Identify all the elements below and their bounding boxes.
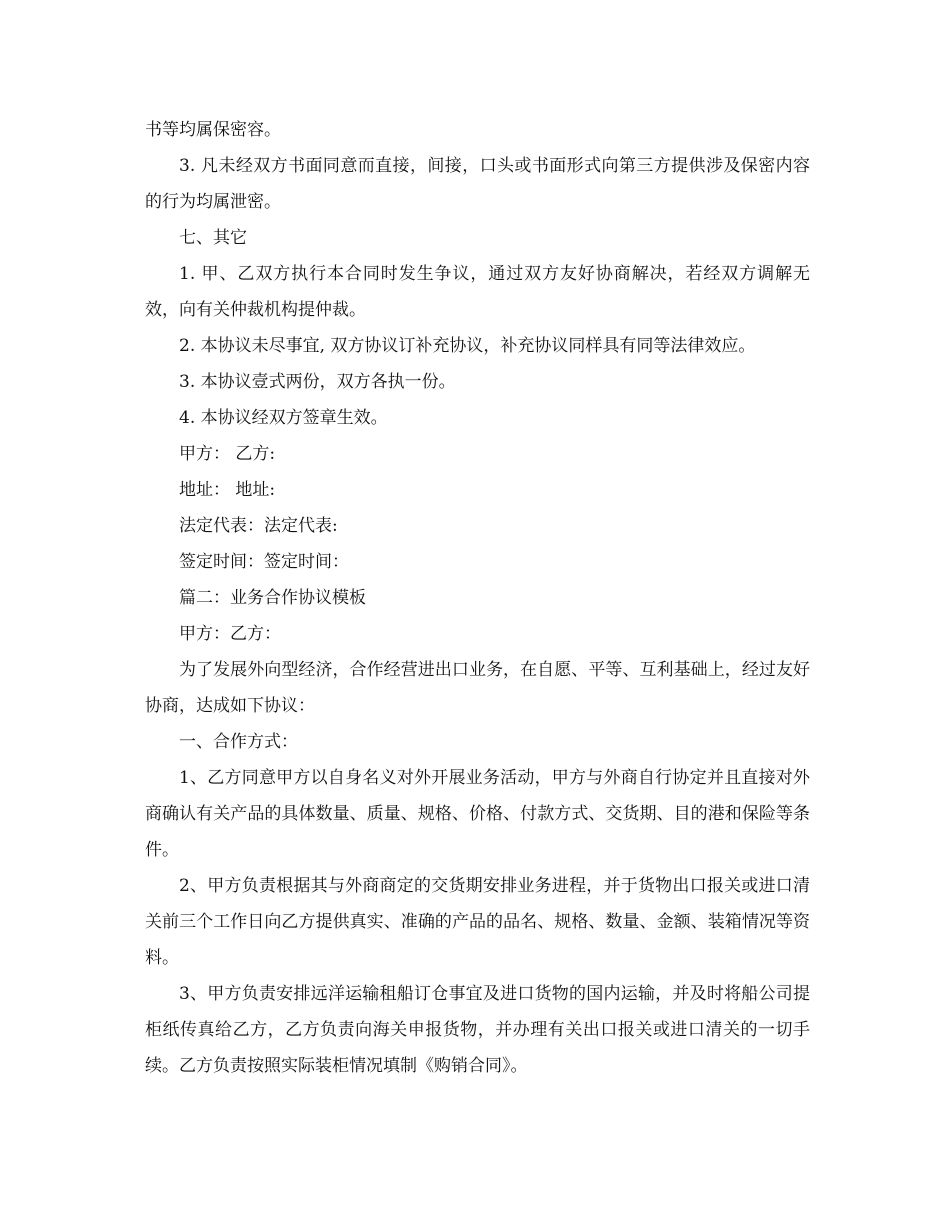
signature-date-line: 签定时间：签定时间： <box>179 552 349 572</box>
section-heading-other: 七、其它 <box>179 228 247 248</box>
signature-representative-line: 法定代表：法定代表: <box>179 516 338 536</box>
signature-address-line: 地址： 地址: <box>179 480 276 500</box>
paragraph-clause-3-copies: 3. 本协议壹式两份，双方各执一份。 <box>179 372 456 392</box>
paragraph-clause-3-disclosure: 3. 凡未经双方书面同意而直接，间接，口头或书面形式向第三方提供涉及保密内容的行为均属泄密。 <box>145 156 810 212</box>
signature-party-line: 甲方： 乙方: <box>179 444 276 464</box>
paragraph-clause-4-effective: 4. 本协议经双方签章生效。 <box>179 408 388 428</box>
paragraph-preamble: 为了发展外向型经济，合作经营进出口业务，在自愿、平等、互利基础上，经过友好协商，达成如下协议： <box>145 660 810 716</box>
paragraph-clause-1-dispute: 1. 甲、乙双方执行本合同时发生争议，通过双方友好协商解决，若经双方调解无效，向有关仲裁机构提仲裁。 <box>145 264 810 320</box>
section-title-part-two: 篇二：业务合作协议模板 <box>179 588 366 608</box>
paragraph-item-3: 3、甲方负责安排远洋运输租船订仓事宜及进口货物的国内运输，并及时将船公司提柜纸传真给乙方，乙方负责向海关申报货物，并办理有关出口报关或进口清关的一切手续。乙方负责按照实际装柜情况填制《购销合同》。 <box>145 984 810 1076</box>
paragraph-confidential-end: 书等均属保密容。 <box>145 120 281 140</box>
paragraph-clause-2-supplement: 2. 本协议未尽事宜, 双方协议订补充协议，补充协议同样具有同等法律效应。 <box>179 336 756 356</box>
paragraph-item-1: 1、乙方同意甲方以自身名义对外开展业务活动，甲方与外商自行协定并且直接对外商确认有关产品的具体数量、质量、规格、价格、付款方式、交货期、目的港和保险等条件。 <box>145 768 810 860</box>
paragraph-item-2: 2、甲方负责根据其与外商商定的交货期安排业务进程，并于货物出口报关或进口清关前三个工作日向乙方提供真实、准确的产品的品名、规格、数量、金额、装箱情况等资料。 <box>145 876 810 968</box>
parties-line: 甲方：乙方： <box>179 624 281 644</box>
document-body <box>145 112 810 1084</box>
section-heading-cooperation-mode: 一、合作方式： <box>179 732 298 752</box>
